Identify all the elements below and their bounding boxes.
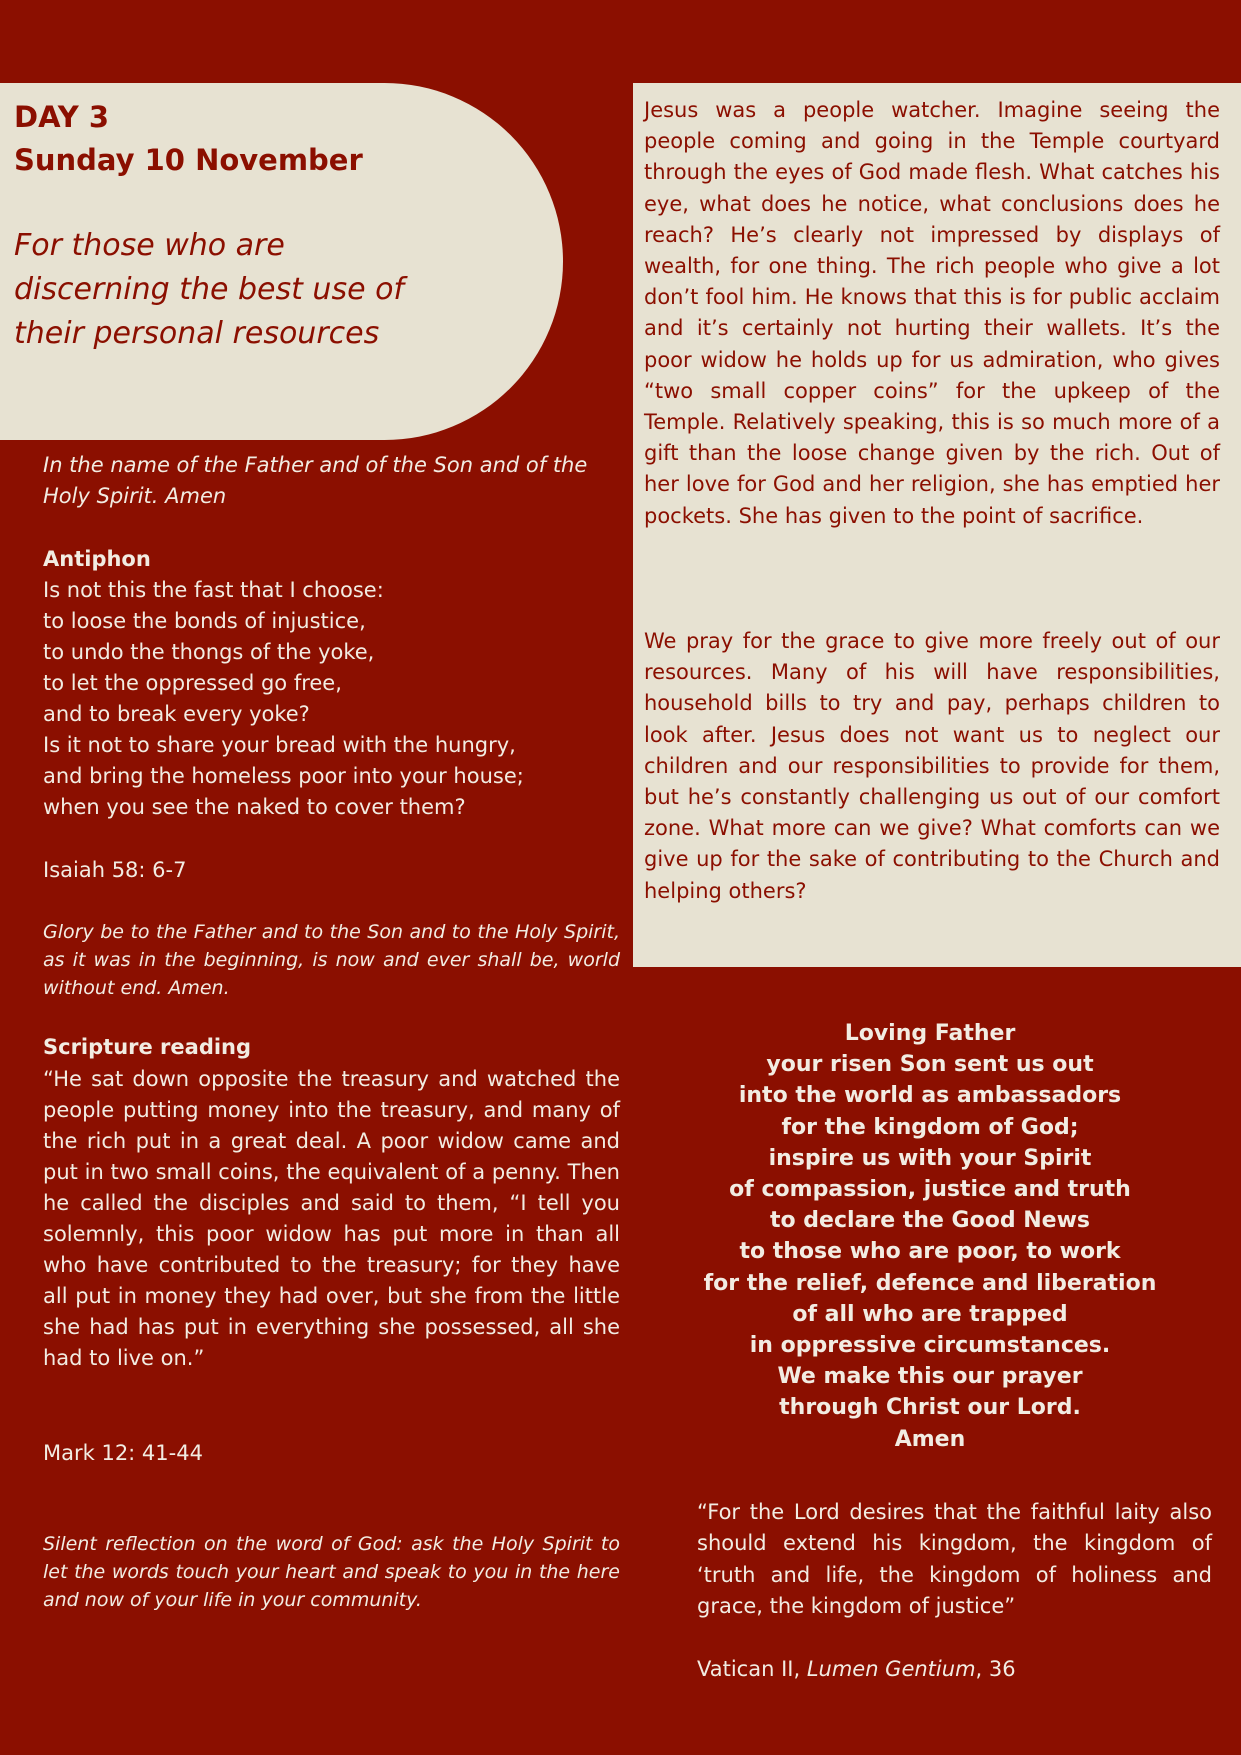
antiphon-reference: Isaiah 58: 6-7 xyxy=(43,858,187,882)
quote-source xyxy=(697,1654,1016,1685)
silent-reflection: Silent reflection on the word of God: ask the Holy Spirit to let the words touch your heart and speak to you in the here and now of your life in your community. xyxy=(43,1533,620,1611)
prayer-line: of compassion, justice and truth xyxy=(729,1177,1131,1203)
opening-prayer: In the name of the Father and of the Son and of the Holy Spirit. Amen xyxy=(43,453,588,508)
quote-source-prefix: Vatican II, xyxy=(697,1657,807,1681)
vatican-quote: “For the Lord desires that the faithful laity also should extend his kingdom, the kingdom of ‘truth and life, the kingdom of holiness and grace, the kingdom of justice” xyxy=(697,1500,1212,1618)
scripture-text: “He sat down opposite the treasury and watched the people putting money into the treasury, and many of the rich put in a great deal. A poor widow came and put in two small coins, the equivalent of a penny. Then he called the disciples and said to them, “I tell you solemnly, this poor widow has put more in than all who have contributed to the treasury; for they have all put in money they had over, but she from the little she had has put in everything she possessed, all she had to live on.” xyxy=(43,1067,620,1370)
prayer-line: in oppressive circumstances. xyxy=(749,1333,1111,1359)
date-label: Sunday 10 November xyxy=(14,143,363,177)
antiphon-line: Is it not to share your bread with the hungry, xyxy=(43,733,516,757)
prayer-line: through Christ our Lord. xyxy=(779,1395,1081,1421)
glory-be: Glory be to the Father and to the Son and to the Holy Spirit, as it was in the beginning, is now and ever shall be, world without end. Amen. xyxy=(43,921,620,999)
prayer-line: for the relief, defence and liberation xyxy=(703,1270,1157,1296)
prayer-line: We make this our prayer xyxy=(777,1364,1083,1390)
antiphon-section xyxy=(43,544,620,823)
antiphon-line: to let the oppressed go free, xyxy=(43,671,342,695)
prayer-line: into the world as ambassadors xyxy=(738,1083,1122,1109)
antiphon-line: Is not this the fast that I choose: xyxy=(43,578,384,602)
reflection-paragraph-1: Jesus was a people watcher. Imagine seeing the people coming and going in the Temple courtyard through the eyes of God made flesh. What catches his eye, what does he notice, what conclusions does he reach? He’s clearly not impressed by displays of wealth, for one thing. The rich people who give a lot don’t fool him. He knows that this is for public acclaim and it’s certainly not hurting their wallets. It’s the poor widow he holds up for us admiration, who gives “two small copper coins” for the upkeep of the Temple. Relatively speaking, this is so much more of a gift than the loose change given by the rich. Out of her love for God and her religion, she has emptied her pockets. She has given to the point of sacrifice. xyxy=(644,98,1220,528)
antiphon-line: and bring the homeless poor into your house; xyxy=(43,764,524,788)
scripture-heading: Scripture reading xyxy=(43,1035,252,1059)
prayer-intention: For those who are discerning the best use of their personal resources xyxy=(14,228,404,351)
reflection-paragraph-2: We pray for the grace to give more freely out of our resources. Many of his will have responsibilities, household bills to try and pay, perhaps children to look after. Jesus does not want us to neglect our children and our responsibilities to provide for them, but he’s constantly challenging us out of our comfort zone. What more can we give? What comforts can we give up for the sake of contributing to the Church and helping others? xyxy=(644,629,1220,903)
day-label: DAY 3 xyxy=(14,100,110,134)
antiphon-line: when you see the naked to cover them? xyxy=(43,795,466,819)
prayer-line: your risen Son sent us out xyxy=(766,1052,1094,1078)
scripture-reference: Mark 12: 41-44 xyxy=(43,1441,203,1465)
prayer-line: Amen xyxy=(894,1426,966,1452)
antiphon-line: to undo the thongs of the yoke, xyxy=(43,640,375,664)
antiphon-line: and to break every yoke? xyxy=(43,702,310,726)
prayer-line: inspire us with your Spirit xyxy=(768,1145,1092,1171)
prayer-line: to declare the Good News xyxy=(769,1208,1091,1234)
antiphon-heading: Antiphon xyxy=(43,547,151,571)
quote-source-title: Lumen Gentium xyxy=(806,1657,976,1681)
prayer-line: for the kingdom of God; xyxy=(781,1114,1079,1140)
prayer-line: to those who are poor, to work xyxy=(739,1239,1121,1265)
quote-source-suffix: , 36 xyxy=(975,1657,1016,1681)
prayer-line: Loving Father xyxy=(844,1021,1016,1046)
day-heading xyxy=(14,96,363,182)
antiphon-line: to loose the bonds of injustice, xyxy=(43,609,366,633)
prayer-line: of all who are trapped xyxy=(792,1301,1068,1327)
closing-prayer xyxy=(680,1018,1180,1455)
